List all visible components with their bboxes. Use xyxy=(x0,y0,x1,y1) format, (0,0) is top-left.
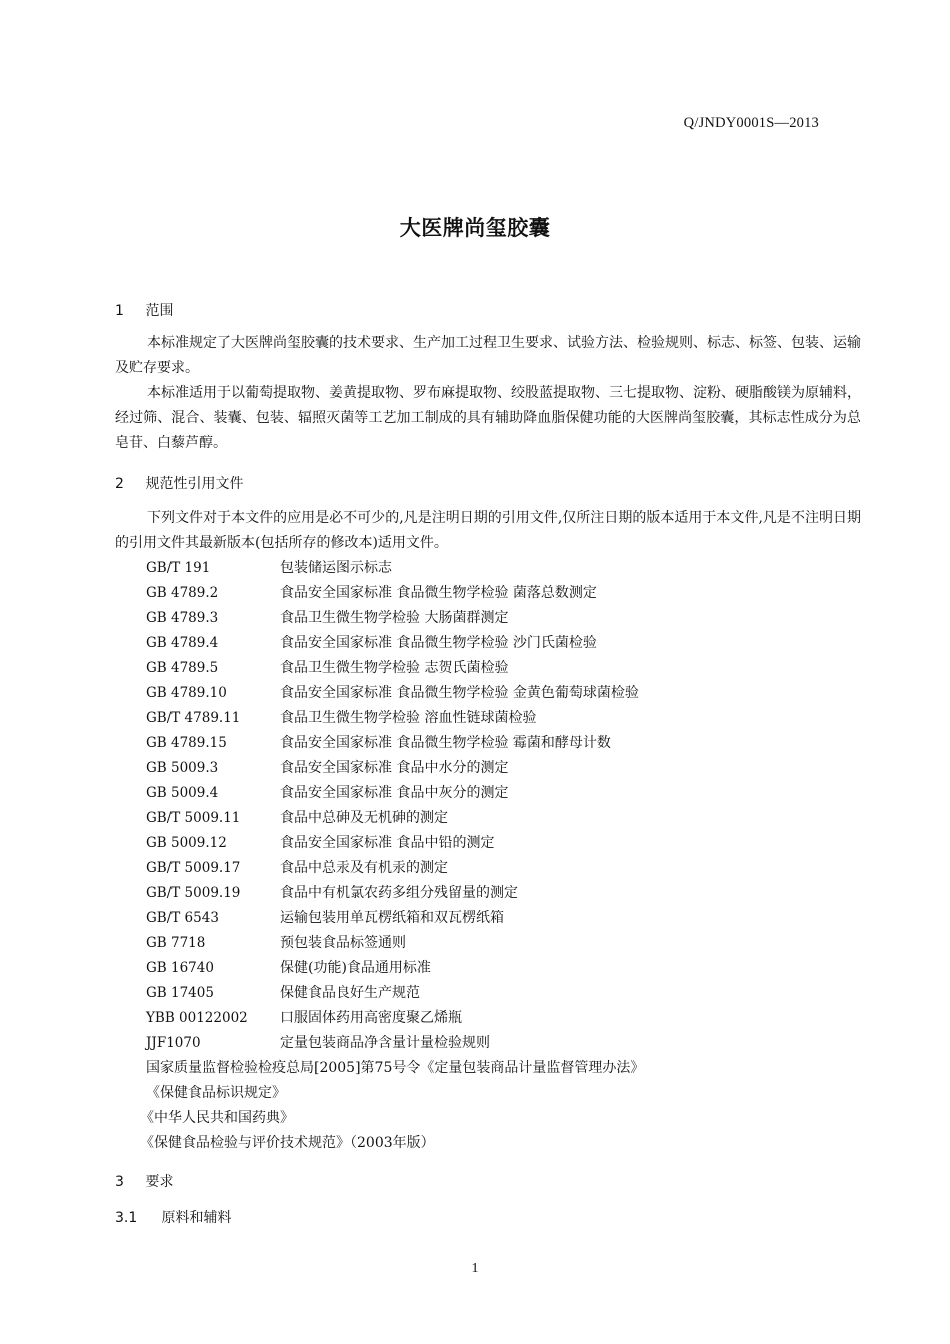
reference-item xyxy=(146,756,639,781)
reference-title: 食品安全国家标准 食品微生物学检验 菌落总数测定 xyxy=(280,585,597,601)
reference-title: 食品卫生微生物学检验 大肠菌群测定 xyxy=(280,610,509,626)
standard-code: Q/JNDY0001S—2013 xyxy=(683,115,819,131)
reference-item xyxy=(146,1031,639,1056)
reference-code: GB 16740 xyxy=(146,960,214,976)
document-title: 大医牌尚玺胶囊 xyxy=(399,216,551,240)
reference-title: 定量包装商品净含量计量检验规则 xyxy=(280,1035,490,1051)
section-3-heading xyxy=(115,1171,173,1191)
page-number: 1 xyxy=(471,1261,479,1276)
reference-item xyxy=(146,906,639,931)
reference-item xyxy=(146,981,639,1006)
reference-code: GB 4789.10 xyxy=(146,685,227,701)
reference-code: GB 4789.2 xyxy=(146,585,219,601)
reference-item xyxy=(146,831,639,856)
reference-item xyxy=(146,881,639,906)
other-document-item: 《保健食品检验与评价技术规范》（2003年版） xyxy=(140,1135,435,1151)
reference-code: GB 5009.12 xyxy=(146,835,227,851)
reference-code: GB 4789.3 xyxy=(146,610,219,626)
reference-code: GB/T 4789.11 xyxy=(146,710,241,726)
reference-item xyxy=(146,806,639,831)
reference-title: 口服固体药用高密度聚乙烯瓶 xyxy=(280,1010,462,1026)
reference-item xyxy=(146,856,639,881)
reference-item xyxy=(146,956,639,981)
reference-title: 食品安全国家标准 食品微生物学检验 霉菌和酵母计数 xyxy=(280,735,611,751)
normative-reference-list xyxy=(146,556,639,1056)
section-1-heading xyxy=(115,300,173,320)
reference-item xyxy=(146,556,639,581)
section-3-1-heading xyxy=(115,1207,231,1227)
reference-title: 包装储运图示标志 xyxy=(280,560,392,576)
section-2-heading xyxy=(115,473,243,493)
scope-paragraph-1: 本标准规定了大医牌尚玺胶囊的技术要求、生产加工过程卫生要求、试验方法、检验规则、标志、标签、包装、运输及贮存要求。 xyxy=(115,335,861,376)
section-3-number: 3 xyxy=(115,1174,124,1190)
references-intro: 下列文件对于本文件的应用是必不可少的,凡是注明日期的引用文件,仅所注日期的版本适用于本文件,凡是不注明日期的引用文件其最新版本(包括所存的修改本)适用文件。 xyxy=(115,510,861,551)
reference-code: GB/T 6543 xyxy=(146,910,219,926)
reference-item xyxy=(146,931,639,956)
reference-title: 食品安全国家标准 食品微生物学检验 沙门氏菌检验 xyxy=(280,635,597,651)
reference-code: GB 4789.4 xyxy=(146,635,219,651)
reference-item xyxy=(146,1006,639,1031)
reference-item xyxy=(146,581,639,606)
reference-code: GB/T 5009.19 xyxy=(146,885,241,901)
reference-code: GB/T 191 xyxy=(146,560,211,576)
reference-item xyxy=(146,656,639,681)
reference-code: GB 5009.3 xyxy=(146,760,219,776)
reference-code: GB 4789.15 xyxy=(146,735,227,751)
section-1-title: 范围 xyxy=(145,303,174,319)
reference-title: 保健(功能)食品通用标准 xyxy=(280,960,431,976)
reference-item xyxy=(146,631,639,656)
other-document-item: 《中华人民共和国药典》 xyxy=(140,1110,294,1126)
reference-title: 食品中总汞及有机汞的测定 xyxy=(280,860,448,876)
section-2-number: 2 xyxy=(115,476,124,492)
reference-title: 食品中有机氯农药多组分残留量的测定 xyxy=(280,885,518,901)
section-3-1-number: 3.1 xyxy=(115,1210,138,1226)
reference-title: 运输包装用单瓦楞纸箱和双瓦楞纸箱 xyxy=(280,910,504,926)
reference-code: GB/T 5009.11 xyxy=(146,810,241,826)
section-1-number: 1 xyxy=(115,303,124,319)
other-document-item: 《保健食品标识规定》 xyxy=(146,1085,286,1101)
reference-code: GB 7718 xyxy=(146,935,206,951)
section-2-title: 规范性引用文件 xyxy=(145,476,244,492)
reference-code: YBB 00122002 xyxy=(146,1010,248,1026)
reference-item xyxy=(146,606,639,631)
reference-title: 预包装食品标签通则 xyxy=(280,935,406,951)
reference-code: GB 5009.4 xyxy=(146,785,219,801)
scope-paragraph-2: 本标准适用于以葡萄提取物、姜黄提取物、罗布麻提取物、绞股蓝提取物、三七提取物、淀粉、硬脂酸镁为原辅料，经过筛、混合、装囊、包装、辐照灭菌等工艺加工制成的具有辅助降血脂保健功能的大医牌尚玺胶囊，其标志性成分为总皂苷、白藜芦醇。 xyxy=(115,385,861,451)
section-3-1-title: 原料和辅料 xyxy=(161,1210,232,1226)
reference-code: GB 17405 xyxy=(146,985,214,1001)
reference-title: 食品安全国家标准 食品中灰分的测定 xyxy=(280,785,509,801)
reference-title: 食品卫生微生物学检验 志贺氏菌检验 xyxy=(280,660,509,676)
reference-item xyxy=(146,731,639,756)
other-document-item: 国家质量监督检验检疫总局[2005]第75号令《定量包装商品计量监督管理办法》 xyxy=(146,1060,645,1076)
reference-title: 食品中总砷及无机砷的测定 xyxy=(280,810,448,826)
reference-item xyxy=(146,706,639,731)
reference-code: GB/T 5009.17 xyxy=(146,860,241,876)
reference-title: 食品卫生微生物学检验 溶血性链球菌检验 xyxy=(280,710,537,726)
section-3-title: 要求 xyxy=(145,1174,174,1190)
reference-title: 食品安全国家标准 食品微生物学检验 金黄色葡萄球菌检验 xyxy=(280,685,639,701)
reference-title: 保健食品良好生产规范 xyxy=(280,985,420,1001)
other-documents-list xyxy=(0,1056,645,1156)
reference-title: 食品安全国家标准 食品中铅的测定 xyxy=(280,835,495,851)
reference-item xyxy=(146,681,639,706)
reference-item xyxy=(146,781,639,806)
reference-code: GB 4789.5 xyxy=(146,660,219,676)
reference-title: 食品安全国家标准 食品中水分的测定 xyxy=(280,760,509,776)
reference-code: JJF1070 xyxy=(146,1035,201,1051)
